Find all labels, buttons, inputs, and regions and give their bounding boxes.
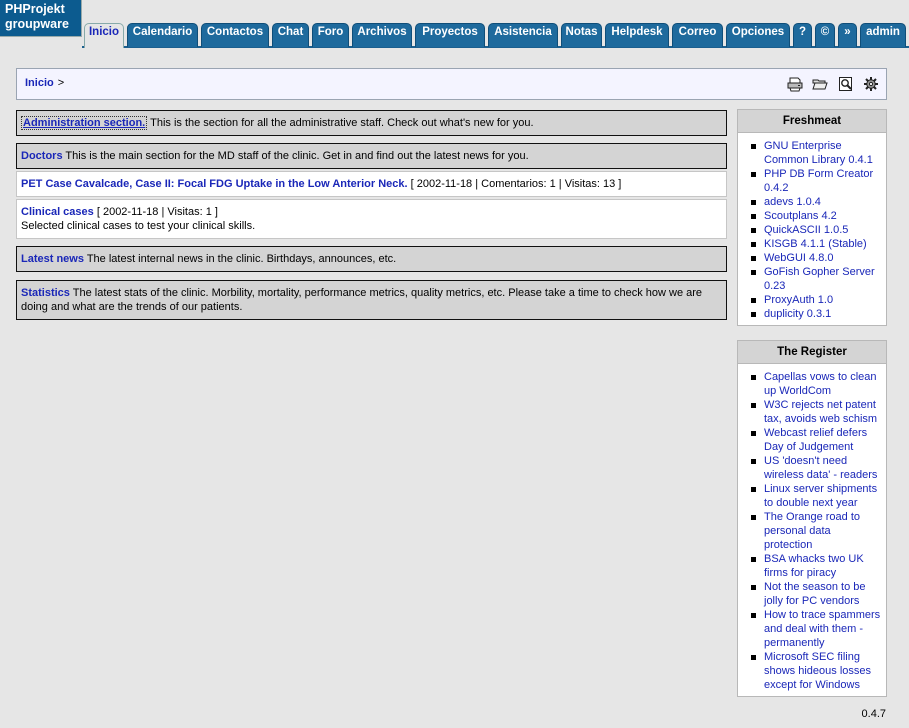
register-link[interactable]: US 'doesn't need wireless data' - readers [764, 455, 878, 481]
tab-copyright[interactable]: © [815, 23, 835, 47]
tab-foro[interactable]: Foro [312, 23, 349, 47]
tab-contactos[interactable]: Contactos [201, 23, 269, 47]
list-item[interactable] [764, 482, 882, 510]
section-latest-news [16, 246, 727, 272]
freshmeat-link[interactable]: duplicity 0.3.1 [764, 308, 832, 320]
freshmeat-link[interactable]: ProxyAuth 1.0 [764, 294, 834, 306]
list-item[interactable] [764, 454, 882, 482]
list-item[interactable] [764, 265, 882, 293]
logo-line-2: groupware [5, 17, 69, 31]
version-label: 0.4.7 [861, 708, 886, 720]
tab-chat[interactable]: Chat [272, 23, 309, 47]
clinical-cases-meta: [ 2002-11-18 | Visitas: 1 ] [96, 206, 218, 218]
register-link[interactable]: How to trace spammers and deal with them - permanently [764, 609, 881, 649]
register-link[interactable]: W3C rejects net patent tax, avoids web schism [764, 399, 878, 425]
register-title: The Register [738, 341, 886, 364]
list-item[interactable] [764, 307, 882, 321]
freshmeat-list [738, 133, 886, 325]
tab-correo[interactable]: Correo [672, 23, 723, 47]
register-link[interactable]: Linux server shipments to double next year [764, 483, 878, 509]
list-item[interactable] [764, 552, 882, 580]
breadcrumb [25, 77, 64, 89]
register-box [737, 340, 887, 697]
clinical-cases-link[interactable]: Clinical cases [21, 206, 94, 218]
list-item[interactable] [764, 650, 882, 692]
tab-archivos[interactable]: Archivos [352, 23, 412, 47]
logo-line-1: PHProjekt [5, 2, 65, 16]
register-link[interactable]: Webcast relief defers Day of Judgement [764, 427, 868, 453]
top-navigation [0, 0, 909, 48]
tab-opciones[interactable]: Opciones [726, 23, 790, 47]
freshmeat-link[interactable]: GoFish Gopher Server 0.23 [764, 266, 875, 292]
freshmeat-link[interactable]: PHP DB Form Creator 0.4.2 [764, 168, 874, 194]
tab-calendario[interactable]: Calendario [127, 23, 198, 47]
section-statistics [16, 280, 727, 320]
breadcrumb-bar [16, 68, 887, 100]
section-clinical-cases [16, 199, 727, 239]
pet-case-meta: [ 2002-11-18 | Comentarios: 1 | Visitas: 13 ] [410, 178, 622, 190]
section-admin [16, 110, 727, 136]
register-link[interactable]: The Orange road to personal data protection [764, 511, 861, 551]
section-doctors [16, 143, 727, 169]
clinical-cases-desc: Selected clinical cases to test your clinical skills. [21, 220, 256, 232]
admin-section-link[interactable]: Administration section. [23, 117, 146, 129]
freshmeat-link[interactable]: adevs 1.0.4 [764, 196, 821, 208]
app-logo[interactable] [0, 0, 82, 37]
freshmeat-link[interactable]: QuickASCII 1.0.5 [764, 224, 849, 236]
pet-case-link[interactable]: PET Case Cavalcade, Case II: Focal FDG Uptake in the Low Anterior Neck. [21, 178, 408, 190]
register-link[interactable]: Capellas vows to clean up WorldCom [764, 371, 877, 397]
list-item[interactable] [764, 580, 882, 608]
register-link[interactable]: Not the season to be jolly for PC vendors [764, 581, 866, 607]
admin-section-desc: This is the section for all the administrative staff. Check out what's new for you. [150, 117, 534, 129]
tab-asistencia[interactable]: Asistencia [488, 23, 558, 47]
statistics-link[interactable]: Statistics [21, 287, 70, 299]
register-list [738, 364, 886, 696]
list-item[interactable] [764, 209, 882, 223]
search-icon[interactable] [838, 76, 854, 92]
list-item[interactable] [764, 139, 882, 167]
list-item[interactable] [764, 426, 882, 454]
print-icon[interactable] [787, 76, 803, 92]
freshmeat-title: Freshmeat [738, 110, 886, 133]
latest-news-link[interactable]: Latest news [21, 253, 84, 265]
tab-more[interactable]: » [838, 23, 857, 47]
freshmeat-box [737, 109, 887, 326]
list-item[interactable] [764, 608, 882, 650]
tab-admin[interactable]: admin [860, 23, 906, 47]
doctors-link[interactable]: Doctors [21, 150, 63, 162]
tab-inicio[interactable]: Inicio [84, 23, 124, 48]
freshmeat-link[interactable]: WebGUI 4.8.0 [764, 252, 834, 264]
list-item[interactable] [764, 398, 882, 426]
statistics-desc: The latest stats of the clinic. Morbility, mortality, performance metrics, quality metrics, etc. Please take a time to check how we are doing and what are the trends of our patients. [21, 287, 703, 313]
freshmeat-link[interactable]: GNU Enterprise Common Library 0.4.1 [764, 140, 873, 166]
breadcrumb-separator: > [57, 77, 65, 89]
latest-news-desc: The latest internal news in the clinic. Birthdays, announces, etc. [86, 253, 397, 265]
list-item[interactable] [764, 223, 882, 237]
freshmeat-link[interactable]: Scoutplans 4.2 [764, 210, 837, 222]
register-link[interactable]: Microsoft SEC filing shows hideous losses except for Windows [764, 651, 872, 691]
list-item[interactable] [764, 370, 882, 398]
list-item[interactable] [764, 293, 882, 307]
list-item[interactable] [764, 167, 882, 195]
freshmeat-link[interactable]: KISGB 4.1.1 (Stable) [764, 238, 867, 250]
tab-notas[interactable]: Notas [561, 23, 602, 47]
folder-open-icon[interactable] [812, 76, 828, 92]
article-pet-case [16, 171, 727, 197]
tab-helpdesk[interactable]: Helpdesk [605, 23, 669, 47]
breadcrumb-home-link[interactable]: Inicio [25, 77, 54, 89]
tab-help[interactable]: ? [793, 23, 812, 47]
tab-proyectos[interactable]: Proyectos [415, 23, 485, 47]
settings-icon[interactable] [863, 76, 879, 92]
list-item[interactable] [764, 251, 882, 265]
list-item[interactable] [764, 195, 882, 209]
list-item[interactable] [764, 510, 882, 552]
register-link[interactable]: BSA whacks two UK firms for piracy [764, 553, 864, 579]
list-item[interactable] [764, 237, 882, 251]
doctors-desc: This is the main section for the MD staff of the clinic. Get in and find out the latest news for you. [65, 150, 529, 162]
